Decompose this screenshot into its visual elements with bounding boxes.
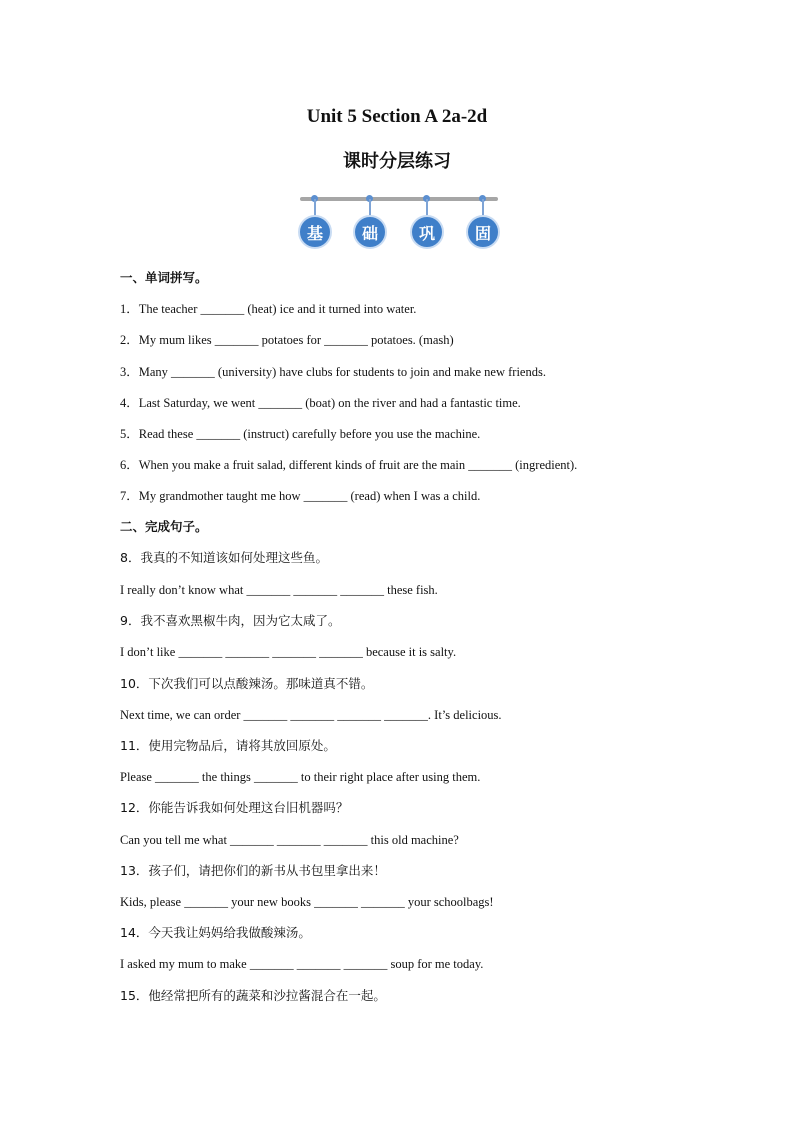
exercise-line: 7．My grandmother taught me how _______ (read) when I was a child. (120, 489, 481, 503)
badge-chu: 础 (353, 215, 387, 249)
chinese-prompt: 14．今天我让妈妈给我做酸辣汤。 (120, 925, 311, 940)
exercise-line: Can you tell me what _______ _______ _______ this old machine? (120, 833, 459, 847)
section-heading-spelling: 一、单词拼写。 (120, 270, 208, 285)
badge-gu: 固 (466, 215, 500, 249)
exercise-line: 1．The teacher _______ (heat) ice and it turned into water. (120, 302, 417, 316)
chinese-prompt: 12．你能告诉我如何处理这台旧机器吗？ (120, 800, 349, 815)
chinese-prompt: 11．使用完物品后，请将其放回原处。 (120, 738, 336, 753)
chinese-prompt: 15．他经常把所有的蔬菜和沙拉酱混合在一起。 (120, 988, 386, 1003)
exercise-line: I really don’t know what _______ _______ _______ these fish. (120, 583, 438, 597)
exercise-line: I asked my mum to make _______ _______ _______ soup for me today. (120, 957, 484, 971)
chinese-prompt: 10．下次我们可以点酸辣汤。那味道真不错。 (120, 676, 374, 691)
exercise-line: 3．Many _______ (university) have clubs for students to join and make new friends. (120, 365, 546, 379)
badge-rail (300, 197, 498, 201)
chinese-prompt: 9．我不喜欢黑椒牛肉，因为它太咸了。 (120, 613, 341, 628)
exercise-line: 2．My mum likes _______ potatoes for _______ potatoes. (mash) (120, 333, 454, 347)
chinese-prompt: 13．孩子们，请把你们的新书从书包里拿出来！ (120, 863, 386, 878)
level-badge-group (296, 193, 500, 255)
chinese-prompt: 8．我真的不知道该如何处理这些鱼。 (120, 550, 328, 565)
exercise-line: 6．When you make a fruit salad, different kinds of fruit are the main _______ (ingredient). (120, 458, 578, 472)
page-subtitle: 课时分层练习 (343, 151, 451, 172)
exercise-line: Next time, we can order _______ _______ _______ _______. It’s delicious. (120, 708, 502, 722)
section-heading-sentences: 二、完成句子。 (120, 519, 208, 534)
exercise-line: 4．Last Saturday, we went _______ (boat) on the river and had a fantastic time. (120, 396, 521, 410)
badge-ji: 基 (298, 215, 332, 249)
exercise-line: 5．Read these _______ (instruct) carefully before you use the machine. (120, 427, 481, 441)
exercise-line: Kids, please _______ your new books _______ _______ your schoolbags! (120, 895, 494, 909)
badge-gong: 巩 (410, 215, 444, 249)
exercise-line: I don’t like _______ _______ _______ _______ because it is salty. (120, 645, 457, 659)
page-title: Unit 5 Section A 2a-2d (306, 106, 488, 127)
exercise-line: Please _______ the things _______ to their right place after using them. (120, 770, 481, 784)
